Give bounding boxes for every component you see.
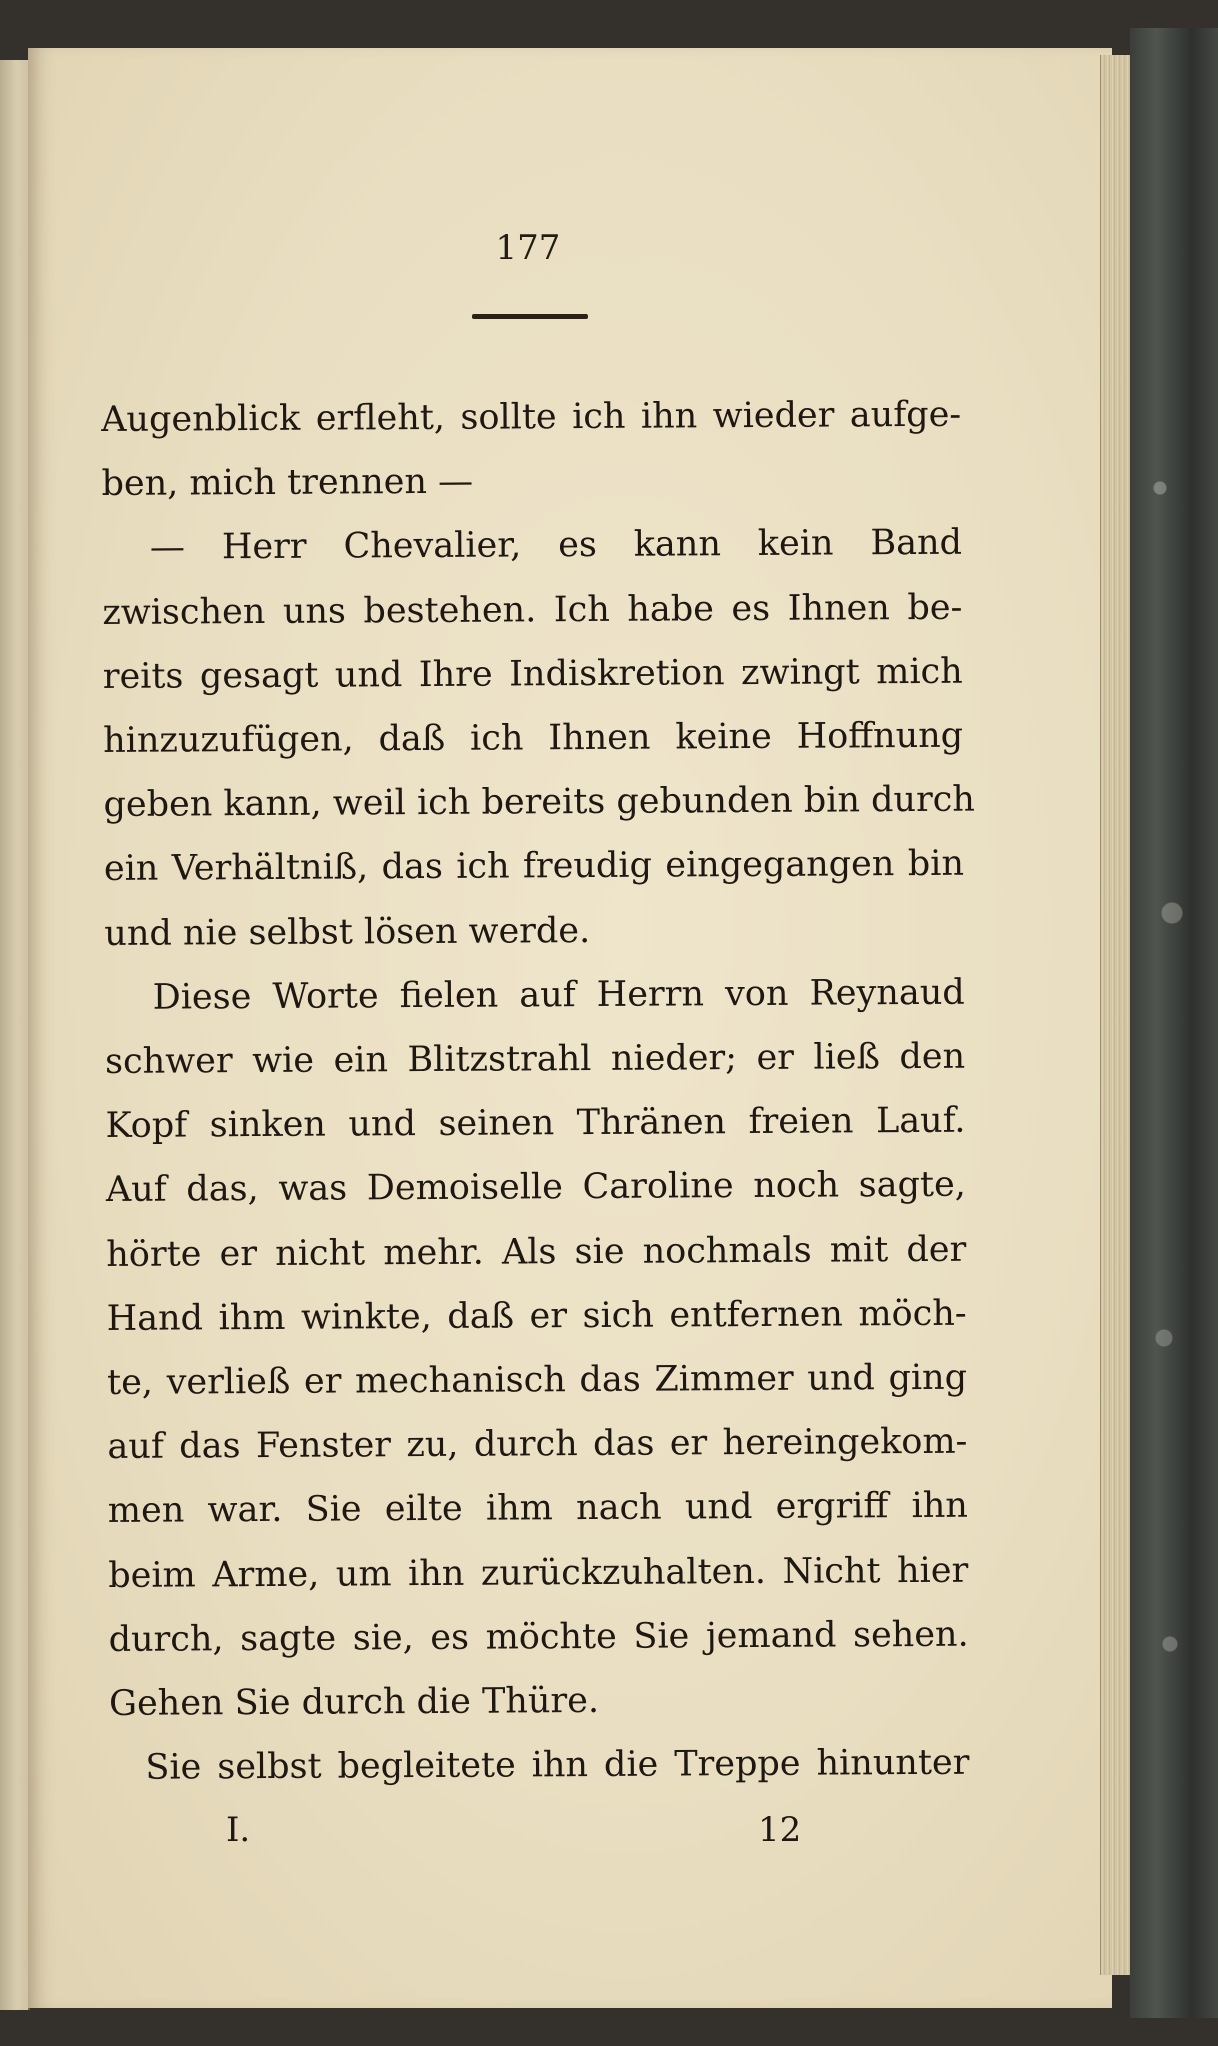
text-line: Diese Worte fielen auf Herrn von Reynaud (152, 972, 965, 1018)
text-line: hörte er nicht mehr. Als sie nochmals mit der (106, 1229, 967, 1275)
text-line: schwer wie ein Blitzstrahl nieder; er ließ den (104, 1036, 966, 1083)
book-page (28, 48, 1112, 2008)
signature-mark: I. (226, 1810, 251, 1850)
text-line: Sie selbst begleitete ihn die Treppe hinunter (145, 1742, 970, 1789)
text-line: Auf das, was Demoiselle Caroline noch sagte, (105, 1165, 967, 1211)
text-line: geben kann, weil ich bereits gebunden bin durch (103, 779, 975, 826)
text-line: — Herr Chevalier, es kann kein Band (149, 523, 963, 569)
text-line: Hand ihm winkte, daß er sich entfernen möch- (106, 1293, 967, 1339)
text-line: ben, mich trennen — (101, 461, 474, 505)
sheet-number: 12 (758, 1810, 802, 1850)
text-line: zwischen uns bestehen. Ich habe es Ihnen be- (102, 587, 963, 633)
text-line: Augenblick erfleht, sollte ich ihn wieder aufge- (101, 394, 962, 440)
text-line: men war. Sie eilte ihm nach und ergriff ihn (107, 1486, 968, 1532)
header-rule (472, 314, 588, 319)
text-line: te, verließ er mechanisch das Zimmer und ging (106, 1357, 968, 1404)
facing-page-edge (0, 60, 30, 2010)
text-line: hinzuzufügen, daß ich Ihnen keine Hoffnung (103, 715, 964, 762)
text-line: und nie selbst lösen werde. (104, 910, 591, 954)
text-line: reits gesagt und Ihre Indiskretion zwingt mich (102, 651, 963, 697)
text-line: durch, sagte sie, es möchte Sie jemand sehen. (108, 1614, 969, 1660)
body-text (101, 383, 975, 1801)
text-line: Gehen Sie durch die Thüre. (108, 1681, 600, 1725)
text-line: ein Verhältniß, das ich freudig eingegangen bin (103, 844, 965, 890)
text-line: Kopf sinken und seinen Thränen freien Lauf. (105, 1100, 966, 1147)
text-line: beim Arme, um ihn zurückzuhalten. Nicht hier (108, 1550, 969, 1596)
text-line: auf das Fenster zu, durch das er hereingekom- (107, 1421, 968, 1468)
book-cover-board (1130, 28, 1218, 2018)
page-number: 177 (495, 228, 561, 268)
